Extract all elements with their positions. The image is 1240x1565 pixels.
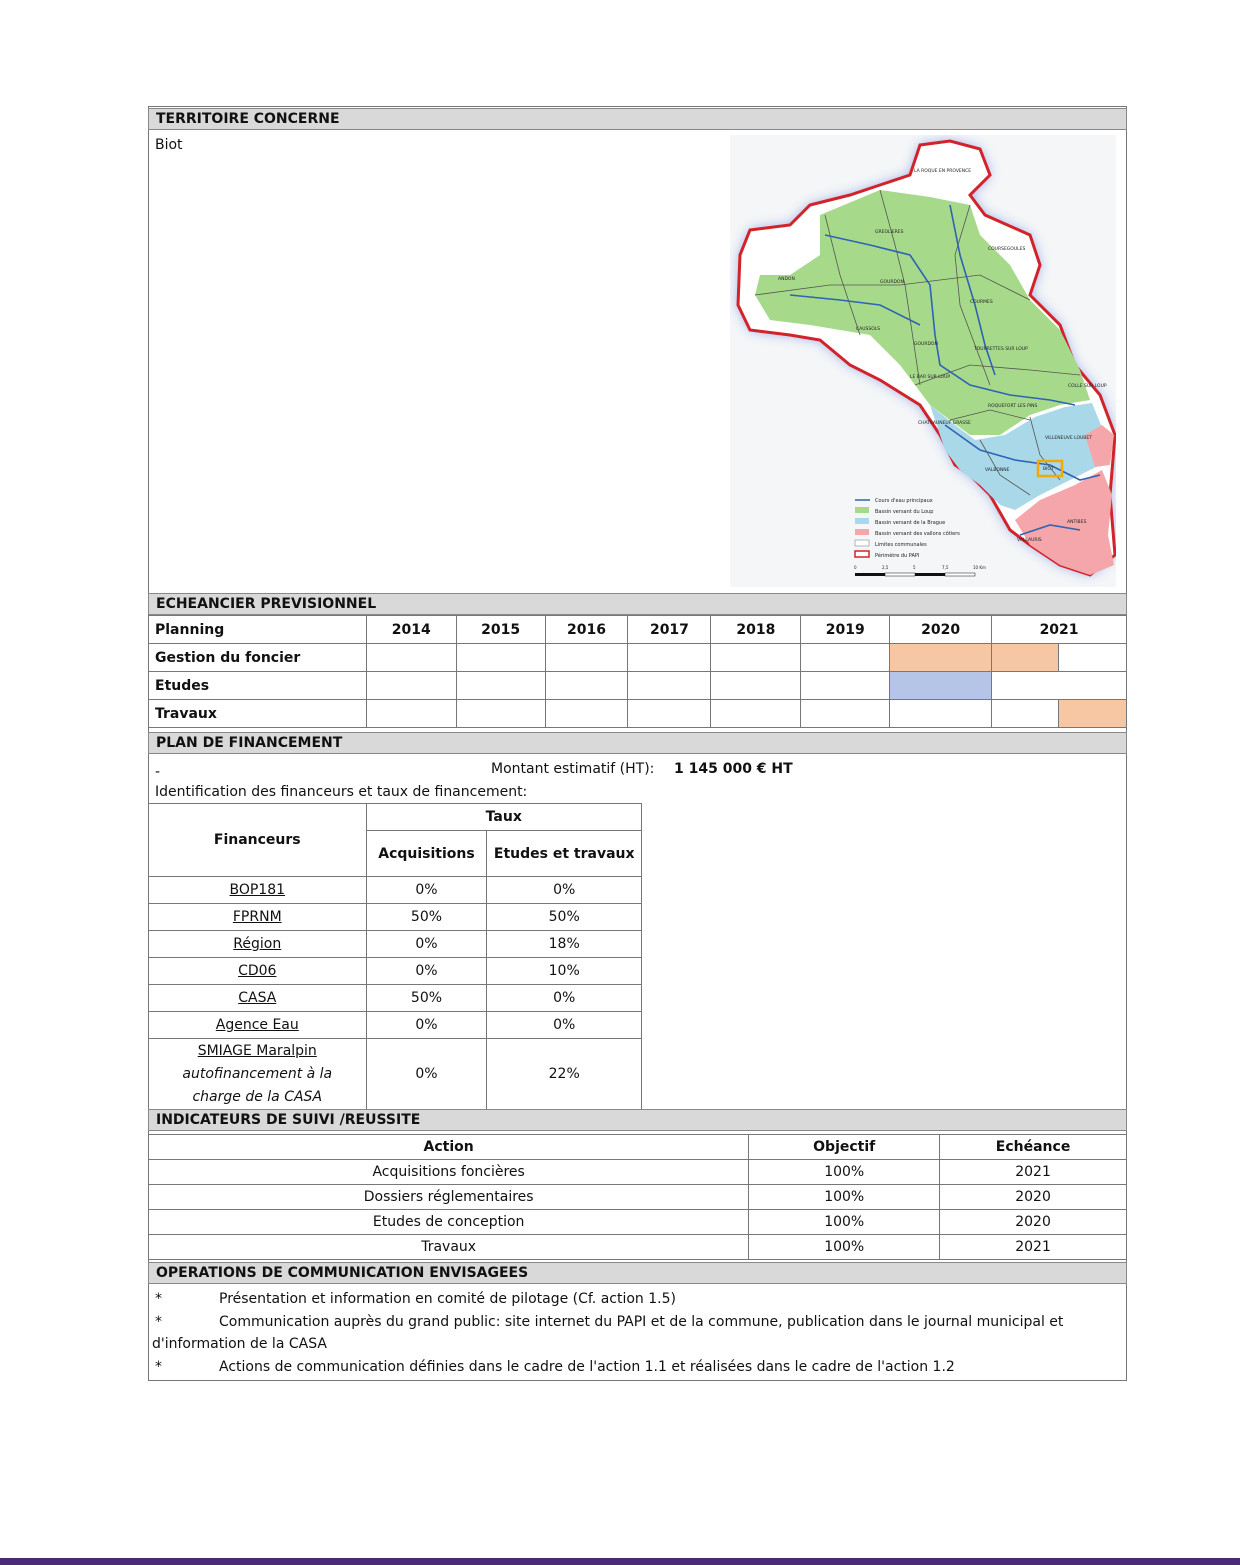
taux-acq: 0% xyxy=(366,1039,487,1110)
gantt-cell-filled xyxy=(890,672,992,700)
planning-row-label: Gestion du foncier xyxy=(149,644,367,672)
indicateur-row xyxy=(149,1235,1127,1260)
indicateurs-table xyxy=(148,1134,1127,1260)
gantt-cell xyxy=(545,644,628,672)
gantt-cell xyxy=(628,700,711,728)
taux-etu: 10% xyxy=(487,958,642,985)
indicateur-row xyxy=(149,1185,1127,1210)
financeur-name: BOP181 xyxy=(229,882,286,898)
montant-value: 1 145 000 € HT xyxy=(674,761,793,777)
svg-text:Bassin versant du Loup: Bassin versant du Loup xyxy=(875,509,934,515)
gantt-cell xyxy=(801,672,890,700)
map-label: COURSEGOULES xyxy=(988,247,1026,252)
financeur-row xyxy=(149,958,642,985)
communication-item: Présentation et information en comité de pilotage (Cf. action 1.5) xyxy=(219,1291,676,1307)
section-header-indicateurs: INDICATEURS DE SUIVI /REUSSITE xyxy=(148,1109,1127,1131)
financeur-name: Région xyxy=(233,936,282,952)
map-label: CHATEAUNEUF GRASSE xyxy=(918,421,971,426)
financeur-row xyxy=(149,931,642,958)
communication-item: Communication auprès du grand public: site internet du PAPI et de la commune, publication dans le journal municipal et xyxy=(219,1314,1064,1330)
indicateur-echeance: 2020 xyxy=(940,1185,1127,1210)
svg-text:5: 5 xyxy=(913,565,916,570)
financeur-note: charge de la CASA xyxy=(192,1088,323,1105)
financeur-name: Agence Eau xyxy=(215,1017,299,1033)
gantt-cell xyxy=(456,644,545,672)
planning-row-etudes xyxy=(149,672,1127,700)
action-header: Action xyxy=(149,1135,749,1160)
gantt-cell-filled xyxy=(1059,700,1127,728)
gantt-cell xyxy=(801,700,890,728)
map-label: ANTIBES xyxy=(1067,520,1087,525)
bullet: * xyxy=(155,1291,162,1307)
map-label: BIOT xyxy=(1043,467,1054,472)
year-cell: 2016 xyxy=(545,616,628,644)
bullet: * xyxy=(155,1314,162,1330)
map-label: COURMES xyxy=(970,300,993,305)
gantt-cell xyxy=(801,644,890,672)
year-cell: 2019 xyxy=(801,616,890,644)
planning-row-travaux xyxy=(149,700,1127,728)
bullet: * xyxy=(155,1359,162,1375)
svg-text:Bassin versant des vallons côt: Bassin versant des vallons côtiers xyxy=(875,531,960,537)
identification-text: Identification des financeurs et taux de financement: xyxy=(155,784,528,800)
section-header-territoire: TERRITOIRE CONCERNE xyxy=(148,108,1127,130)
gantt-cell-filled xyxy=(890,644,992,672)
gantt-cell xyxy=(366,672,456,700)
financeurs-header: Financeurs xyxy=(149,804,367,877)
svg-text:Bassin versant de la Brague: Bassin versant de la Brague xyxy=(875,520,946,526)
svg-text:10 Km: 10 Km xyxy=(973,565,986,570)
map-label: COLLE SUR LOUP xyxy=(1068,384,1107,389)
year-cell: 2020 xyxy=(890,616,992,644)
map-label: ROQUEFORT LES PINS xyxy=(988,404,1038,409)
indicateur-objectif: 100% xyxy=(749,1160,940,1185)
montant-label: Montant estimatif (HT): xyxy=(491,761,655,777)
taux-acq: 0% xyxy=(366,1012,487,1039)
planning-table xyxy=(148,615,1127,728)
taux-header: Taux xyxy=(366,804,641,831)
gantt-cell xyxy=(711,672,801,700)
financeurs-table xyxy=(148,803,642,1110)
indicateur-action: Dossiers réglementaires xyxy=(149,1185,749,1210)
taux-etu: 50% xyxy=(487,904,642,931)
echeance-header: Echéance xyxy=(940,1135,1127,1160)
year-cell: 2017 xyxy=(628,616,711,644)
gantt-cell xyxy=(890,700,992,728)
map-label: VILLENEUVE LOUBET xyxy=(1045,436,1092,441)
financeur-name: FPRNM xyxy=(232,909,282,925)
planning-row-foncier xyxy=(149,644,1127,672)
taux-etu: 0% xyxy=(487,985,642,1012)
gantt-cell xyxy=(366,700,456,728)
gantt-cell xyxy=(456,700,545,728)
svg-text:7,5: 7,5 xyxy=(942,565,949,570)
gantt-cell xyxy=(545,700,628,728)
indicateur-echeance: 2021 xyxy=(940,1160,1127,1185)
section-header-communication: OPERATIONS DE COMMUNICATION ENVISAGEES xyxy=(148,1262,1127,1284)
taux-acq: 0% xyxy=(366,958,487,985)
planning-row-label: Etudes xyxy=(149,672,367,700)
financeur-name: CD06 xyxy=(238,963,277,979)
section-header-echeancier: ECHEANCIER PREVISIONNEL xyxy=(148,593,1127,615)
taux-etu: 0% xyxy=(487,1012,642,1039)
gantt-cell xyxy=(628,644,711,672)
gantt-cell xyxy=(992,672,1127,700)
gantt-cell xyxy=(628,672,711,700)
gantt-cell xyxy=(992,700,1059,728)
financeur-row xyxy=(149,985,642,1012)
gantt-cell xyxy=(711,644,801,672)
map-label: GOURDON xyxy=(880,280,904,285)
indicateur-objectif: 100% xyxy=(749,1210,940,1235)
financeur-row xyxy=(149,904,642,931)
financeur-note: autofinancement à la xyxy=(182,1065,333,1082)
map-label: VALBONNE xyxy=(985,468,1010,473)
svg-text:0: 0 xyxy=(854,565,857,570)
map-label: VALLAURIS xyxy=(1017,538,1042,543)
gantt-cell xyxy=(711,700,801,728)
etudes-travaux-header: Etudes et travaux xyxy=(487,831,642,877)
year-cell: 2021 xyxy=(992,616,1127,644)
gantt-cell xyxy=(366,644,456,672)
taux-acq: 50% xyxy=(366,904,487,931)
papi-map xyxy=(730,135,1116,587)
map-label: TOURRETTES SUR LOUP xyxy=(974,347,1028,352)
section-header-financement: PLAN DE FINANCEMENT xyxy=(148,732,1127,754)
svg-text:Cours d'eau principaux: Cours d'eau principaux xyxy=(875,498,933,504)
taux-etu: 18% xyxy=(487,931,642,958)
year-cell: 2014 xyxy=(366,616,456,644)
year-cell: 2018 xyxy=(711,616,801,644)
map-label: GOURDON xyxy=(914,342,938,347)
indicateur-action: Acquisitions foncières xyxy=(149,1160,749,1185)
communication-item: Actions de communication définies dans le cadre de l'action 1.1 et réalisées dans le cadre de l'action 1.2 xyxy=(219,1359,955,1375)
map-label: LA ROQUE EN PROVENCE xyxy=(914,169,972,174)
indicateur-objectif: 100% xyxy=(749,1185,940,1210)
svg-text:Limites communales: Limites communales xyxy=(875,542,927,548)
taux-etu: 0% xyxy=(487,877,642,904)
dash-mark: - xyxy=(155,764,161,780)
planning-header-row xyxy=(149,616,1127,644)
financeur-row xyxy=(149,1039,642,1110)
acquisitions-header: Acquisitions xyxy=(366,831,487,877)
map-label: GREOLIERES xyxy=(875,230,904,235)
page-bottom-bar xyxy=(0,1558,1240,1565)
financeur-name: SMIAGE Maralpin xyxy=(197,1042,317,1059)
indicateur-echeance: 2021 xyxy=(940,1235,1127,1260)
gantt-cell xyxy=(456,672,545,700)
communication-continuation: d'information de la CASA xyxy=(152,1336,327,1352)
financeur-row xyxy=(149,1012,642,1039)
map-label: LE BAR SUR LOUP xyxy=(910,375,951,380)
objectif-header: Objectif xyxy=(749,1135,940,1160)
indicateur-echeance: 2020 xyxy=(940,1210,1127,1235)
indicateur-action: Travaux xyxy=(149,1235,749,1260)
taux-acq: 0% xyxy=(366,877,487,904)
gantt-cell-filled xyxy=(992,644,1059,672)
financeur-row xyxy=(149,877,642,904)
svg-text:Périmètre du PAPI: Périmètre du PAPI xyxy=(875,553,920,559)
gantt-cell xyxy=(1059,644,1127,672)
financeur-name: CASA xyxy=(238,990,277,1006)
indicateur-action: Etudes de conception xyxy=(149,1210,749,1235)
map-label: ANDON xyxy=(778,277,795,282)
year-cell: 2015 xyxy=(456,616,545,644)
gantt-cell xyxy=(545,672,628,700)
planning-label: Planning xyxy=(149,616,367,644)
map-label: CAUSSOLS xyxy=(856,327,881,332)
taux-acq: 50% xyxy=(366,985,487,1012)
svg-text:2,5: 2,5 xyxy=(882,565,889,570)
taux-acq: 0% xyxy=(366,931,487,958)
indicateur-objectif: 100% xyxy=(749,1235,940,1260)
indicateur-row xyxy=(149,1210,1127,1235)
taux-etu: 22% xyxy=(487,1039,642,1110)
planning-row-label: Travaux xyxy=(149,700,367,728)
indicateur-row xyxy=(149,1160,1127,1185)
territoire-name: Biot xyxy=(155,137,183,153)
